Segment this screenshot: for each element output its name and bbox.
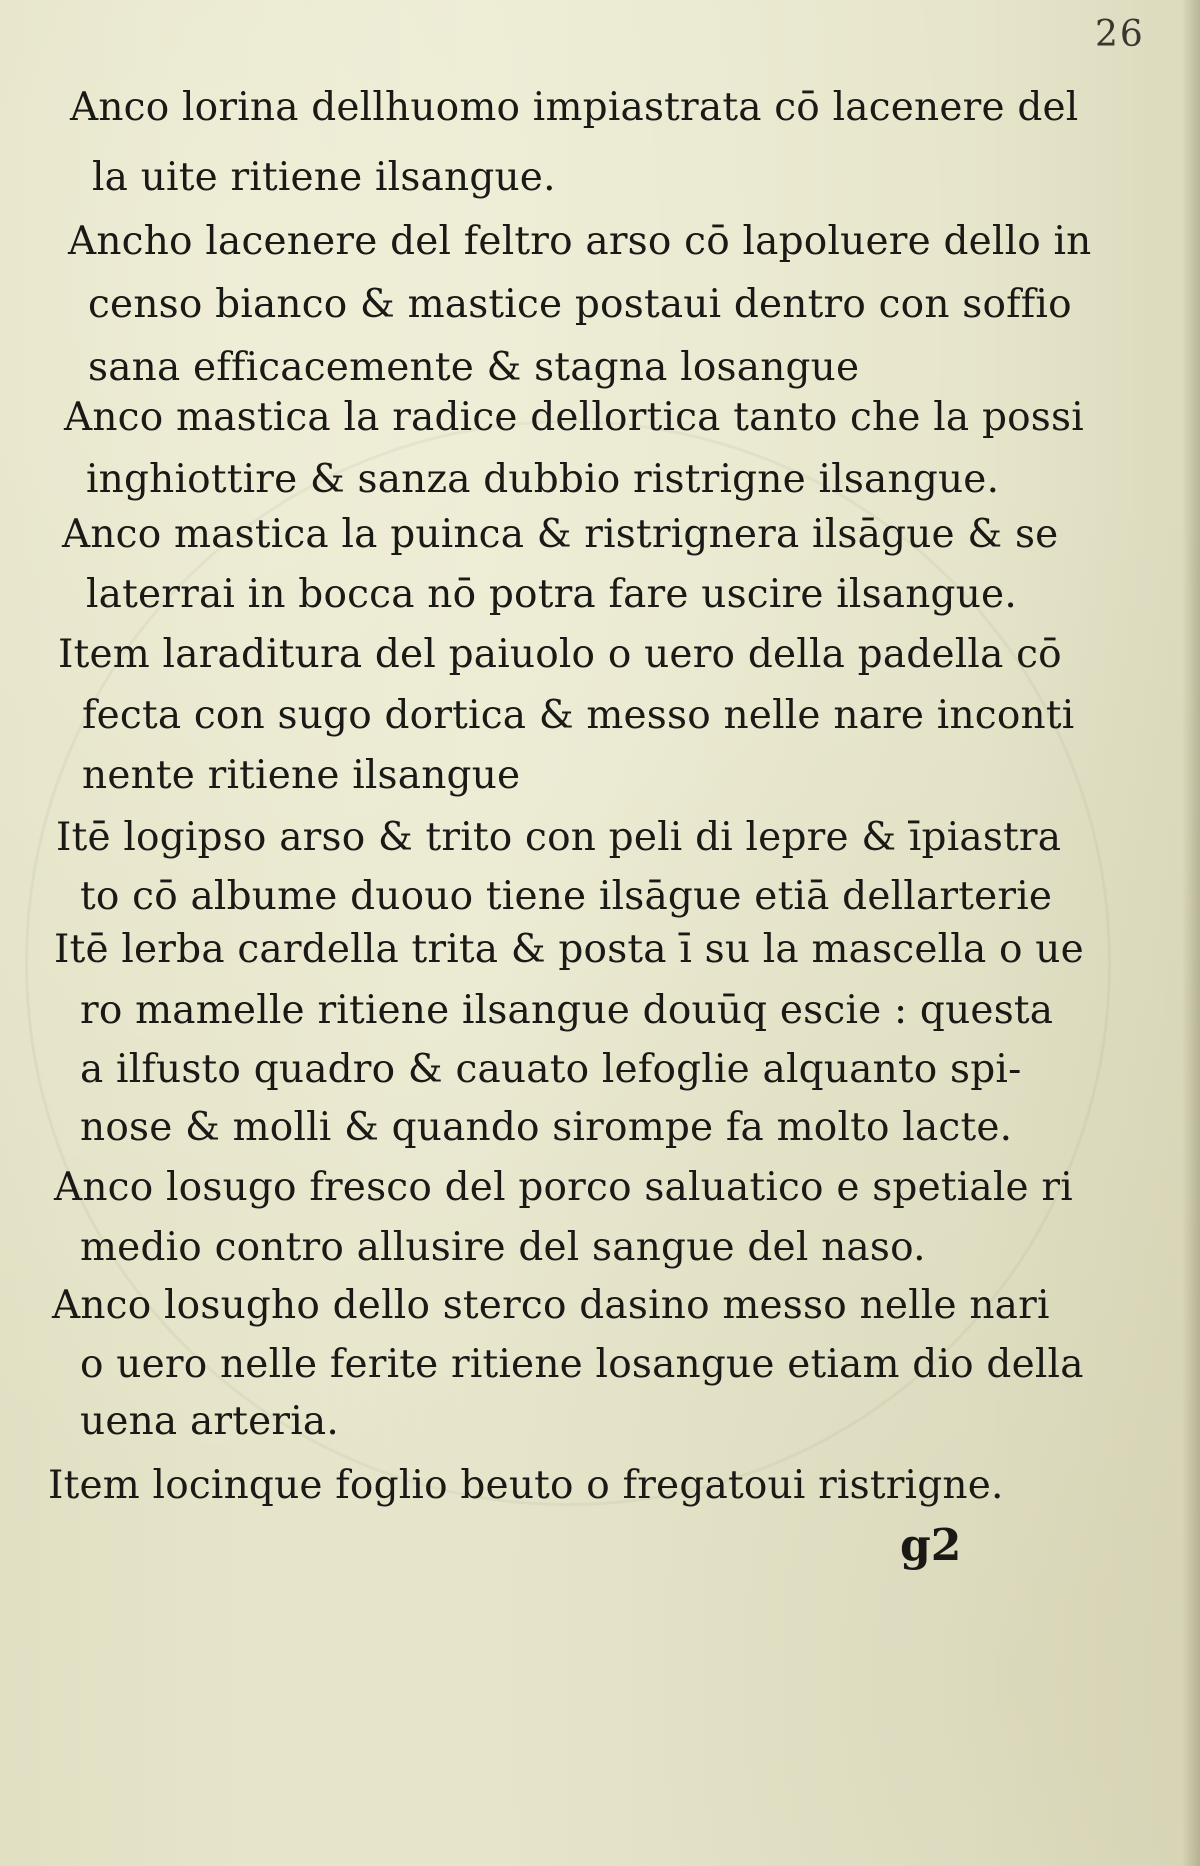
text-line: Anco losugho dello sterco dasino messo nelle nari xyxy=(52,1283,1050,1328)
text-line: Anco losugo fresco del porco saluatico e spetiale ri xyxy=(54,1165,1073,1210)
text-line: Anco lorina dellhuomo impiastrata cō lacenere del xyxy=(70,85,1079,130)
signature-mark: g2 xyxy=(900,1520,962,1571)
text-line: nente ritiene ilsangue xyxy=(82,753,521,798)
text-line: Item locinque foglio beuto o fregatoui ristrigne. xyxy=(48,1463,1004,1508)
text-line: uena arteria. xyxy=(80,1399,339,1444)
text-line: inghiottire & sanza dubbio ristrigne ilsangue. xyxy=(86,457,1000,502)
text-line: nose & molli & quando sirompe fa molto lacte. xyxy=(80,1105,1013,1150)
text-line: sana efficacemente & stagna losangue xyxy=(88,345,860,390)
text-line: Itē logipso arso & trito con peli di lepre & īpiastra xyxy=(56,815,1062,860)
text-line: la uite ritiene ilsangue. xyxy=(92,155,556,200)
text-line: fecta con sugo dortica & messo nelle nare inconti xyxy=(82,693,1075,738)
text-line: to cō albume duouo tiene ilsāgue etiā dellarterie xyxy=(80,874,1053,919)
text-line: Itē lerba cardella trita & posta ī su la mascella o ue xyxy=(54,927,1084,972)
text-line: censo bianco & mastice postaui dentro con soffio xyxy=(88,282,1072,327)
text-line: medio contro allusire del sangue del naso. xyxy=(80,1225,926,1270)
text-line: Anco mastica la puinca & ristrignera ilsāgue & se xyxy=(62,512,1059,557)
text-line: laterrai in bocca nō potra fare uscire ilsangue. xyxy=(86,572,1017,617)
text-line: ro mamelle ritiene ilsangue douūq escie : questa xyxy=(80,988,1054,1033)
text-line: o uero nelle ferite ritiene losangue etiam dio della xyxy=(80,1342,1084,1387)
text-line: Item laraditura del paiuolo o uero della padella cō xyxy=(58,632,1062,677)
text-line: Ancho lacenere del feltro arso cō lapoluere dello in xyxy=(68,219,1092,264)
folio-number: 26 xyxy=(1095,14,1145,55)
text-line: a ilfusto quadro & cauato lefoglie alquanto spi- xyxy=(80,1047,1022,1092)
text-line: Anco mastica la radice dellortica tanto che la possi xyxy=(64,395,1084,440)
